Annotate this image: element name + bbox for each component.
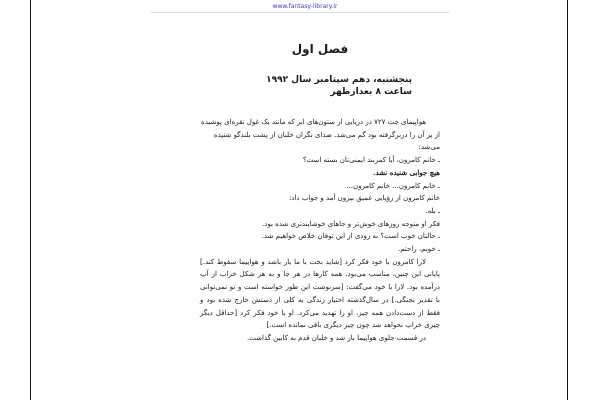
paragraph: ـ بله. [425, 206, 440, 215]
dateline-day: پنجشنبه، دهم سپتامبر سال ۱۹۹۲ [266, 75, 412, 85]
paragraph: در قسمت جلوی هواپیما باز شد و خلبان قدم به کابین گذاشت. [247, 333, 426, 342]
paragraph: ـ خوبم، راحتم. [398, 245, 440, 254]
paragraph: خانم کامرون از رؤیایی عمیق بیرون آمد و جواب داد: [288, 194, 440, 203]
paragraph: فکر او متوجه روزهای خوش‌تر و جاهای خوشایندتری شده بود. [262, 219, 440, 228]
paragraph: ـ حالتان خوب است؟ به زودی از این توفان خلاص خواهیم شد. [261, 232, 440, 241]
page-left-border [30, 0, 31, 400]
page-content [200, 42, 440, 345]
paragraph: لارا کامرون با خود فکر کرد [شاید بخت با ما یار باشد و هواپیما سقوط کند.] پایانی این چنین، مناسب می‌بود. همه کارها در هر جا و به هر شکل خراب از آب درآمده بود. لارا با خود می‌گفت: [سرنوشت این طور خواسته است و تو نمی‌توانی با تقدیر بجنگی.] در سال‌گذشته اختیار زندگی به کلی از دستش خارج شده بود و فقط از دست‌دادن همه چیز، او را تهدید می‌کرد. او با خود فکر کرد [حداقل دیگر چیزی خراب نخواهد شد چون چیز دیگری باقی نمانده است.] [200, 257, 440, 330]
header-divider [150, 12, 450, 13]
paragraph: ـ خانم کامرون، آیا کمربند ایمنی‌تان بسته است؟ [302, 156, 440, 165]
paragraph: ـ خانم کامرون... خانم کامرون... [346, 181, 440, 190]
body-text [200, 116, 440, 345]
paragraph: هیچ جوابی شنیده نشد. [372, 167, 440, 177]
page-right-border [567, 0, 568, 400]
site-watermark[interactable]: www.fantasy-library.ir [272, 3, 338, 10]
paragraph: هواپیمای جت ۷۲۷ در دریایی از ستون‌های ابر که مانند یک غول نقره‌ای پوشیده از پر آن را دربرگرفته بود گم می‌شد. صدای نگران خلبان از پشت بلندگو شنیده می‌شد: [201, 118, 440, 152]
chapter-title: فصل اول [291, 42, 349, 56]
dateline-time: ساعت ۸ بعدازظهر [330, 87, 412, 97]
